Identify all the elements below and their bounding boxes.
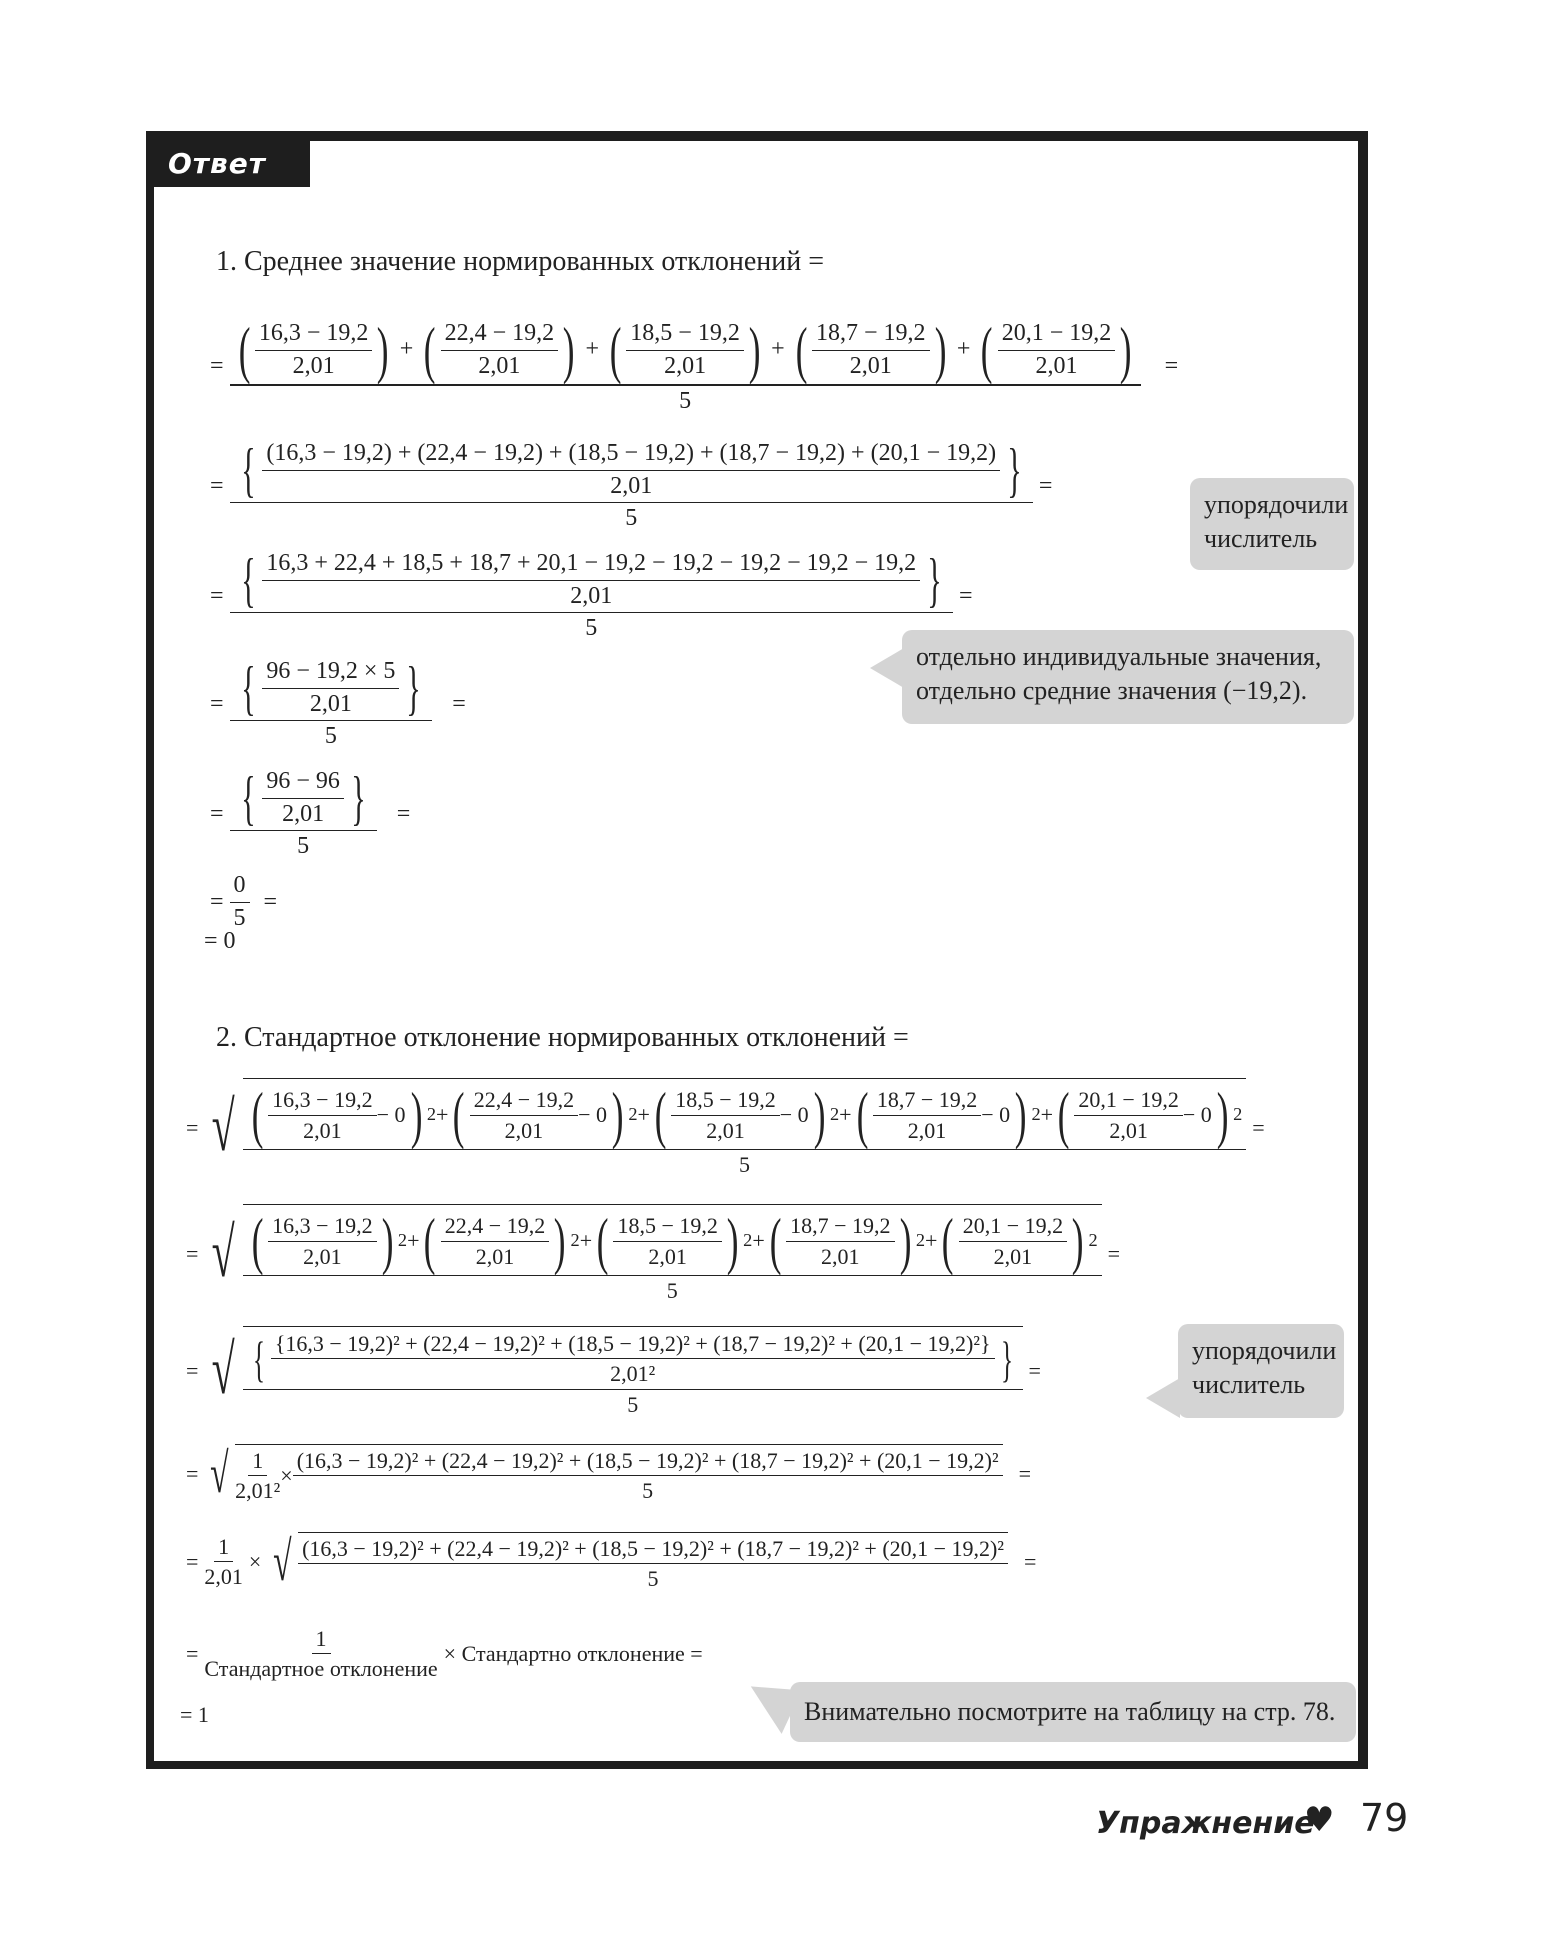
equals-sign: = — [1023, 1548, 1037, 1574]
q2-result: = 1 — [180, 1702, 209, 1727]
equals-sign: = — [186, 1358, 199, 1384]
q1-heading: 1. Среднее значение нормированных отклонений = — [216, 246, 825, 277]
equals-sign: = — [1038, 472, 1053, 499]
equals-sign: = — [1164, 353, 1179, 380]
equals-sign: = — [1252, 1114, 1265, 1140]
equals-sign: = — [186, 1640, 199, 1666]
sd: 2,01 — [849, 352, 892, 379]
q1-step3: = { 16,3 + 22,4 + 18,5 + 18,7 + 20,1 − 19,2 − 19,2 − 19,2 − 19,2 − 19,2 2,01 } 5 = — [210, 547, 973, 642]
q1-step2-numerator: (16,3 − 19,2) + (22,4 − 19,2) + (18,5 − 19,2) + (18,7 − 19,2) + (20,1 − 19,2) — [262, 440, 1000, 471]
q2-callout-arrange: упорядочили числитель — [1178, 1324, 1344, 1418]
term: 20,1 − 19,2 — [998, 320, 1116, 351]
q1-callout-separate: отдельно индивидуальные значения, отдельно средние значения (−19,2). — [902, 630, 1354, 724]
equals-sign: = — [210, 582, 224, 609]
answer-tag: Ответ — [154, 141, 310, 187]
q2-step3-numerator: {16,3 − 19,2)² + (22,4 − 19,2)² + (18,5 − 19,2)² + (18,7 − 19,2)² + (20,1 − 19,2)²} — [271, 1331, 995, 1359]
q1-step2: = { (16,3 − 19,2) + (22,4 − 19,2) + (18,5 − 19,2) + (18,7 − 19,2) + (20,1 − 19,2) 2,01 } 5 = — [210, 437, 1053, 532]
sd: 2,01 — [664, 352, 707, 379]
equals-sign: = — [210, 472, 224, 499]
page-number: 79 — [1360, 1796, 1409, 1840]
equals-sign: = — [210, 353, 224, 380]
q1-step5: = { $\frac{96 - 96}{2,01}$ } 5 = — [210, 765, 411, 860]
equals-sign: = — [396, 800, 411, 827]
equals-sign: = — [1028, 1358, 1041, 1384]
equals-sign: = — [186, 1460, 199, 1486]
q2-step6: = $\frac{1}{\text{Стандартное отклонение}}$ × Стандартно отклонение = — [186, 1626, 703, 1682]
equals-sign: = — [186, 1240, 199, 1266]
term: 16,3 − 19,2 — [255, 320, 373, 351]
sd: 2,01 — [478, 352, 521, 379]
q2-step2: = √ ( $\frac{16,3 - 19,2}{2,01}$ ) 2 + ( $\frac{22,4 - 19,2}{2,01}$ ) 2 + ( $\frac{18,5 - 19,2}{2,01}$ ) 2 + ( $\frac{18,7 - 19,2}{2,01}$ ) 2 + ( $\frac{20,1 - 19,2}{2,01}$ ) 2 5 = — [186, 1205, 1121, 1303]
equals-sign: = — [210, 888, 224, 915]
footer-section: Упражнение — [1096, 1806, 1315, 1841]
term: 18,7 − 19,2 — [812, 320, 930, 351]
equals-sign: = — [1107, 1240, 1121, 1266]
term: 18,5 − 19,2 — [626, 320, 744, 351]
q1-step6: = $\frac{0}{5}$ = — [210, 872, 278, 931]
equals-sign: = — [210, 800, 224, 827]
q1-step1 — [204, 314, 1184, 416]
sum-of-squares: (16,3 − 19,2)² + (22,4 − 19,2)² + (18,5 − 19,2)² + (18,7 − 19,2)² + (20,1 − 19,2)² — [293, 1448, 1003, 1476]
callout-tail — [870, 648, 904, 688]
equals-sign: = — [210, 690, 224, 717]
n: 5 — [679, 388, 692, 414]
q2-step3: = √ { {16,3 − 19,2)² + (22,4 − 19,2)² + (18,5 − 19,2)² + (18,7 − 19,2)² + (20,1 − 19,2)²} 2,01² } 5 = — [180, 1326, 1047, 1417]
q2-step4: = √ $\frac{1}{\text{2,01²}}$ × (16,3 − 19,2)² + (22,4 − 19,2)² + (18,5 − 19,2)² + (18,7 − 19,2)² + (20,1 − 19,2)² 5 = — [186, 1442, 1032, 1505]
callout-tail — [1146, 1378, 1180, 1418]
q1-step4-numerator: 96 − 19,2 × 5 — [262, 658, 399, 689]
q2-heading: 2. Стандартное отклонение нормированных отклонений = — [216, 1022, 909, 1053]
equals-sign: = — [959, 582, 973, 609]
heart-icon: ♥ — [1304, 1800, 1335, 1840]
equals-sign: = — [186, 1114, 199, 1140]
q1-step3-numerator: 16,3 + 22,4 + 18,5 + 18,7 + 20,1 − 19,2 − 19,2 − 19,2 − 19,2 − 19,2 — [262, 550, 920, 581]
q1-callout-arrange: упорядочили числитель — [1190, 478, 1354, 570]
term: 22,4 − 19,2 — [441, 320, 559, 351]
equals-sign: = — [186, 1548, 199, 1574]
equals-sign: = — [452, 690, 466, 717]
q1-step5-numerator: 96 − 96 — [262, 768, 344, 799]
equals-sign: = — [263, 888, 278, 915]
q1-step4: = { $\frac{96 - 19,2 \times 5}{2,01}$ } 5 = — [210, 655, 466, 750]
q2-step5: = $\frac{1}{2,01}$ × √ (16,3 − 19,2)² + (22,4 − 19,2)² + (18,5 − 19,2)² + (18,7 − 19,2)² + (20,1 − 19,2)² 5 = — [186, 1530, 1037, 1593]
q1-step1-fraction: ( $\frac{16,3 - 19,2}{2,01}$ ) + ( $\frac{22,4 - 19,2}{2,01}$ ) + ( $\frac{18,5 - 19,2}{2,01}$ ) + ( $\frac{18,7 - 19,2}{2,01}$ ) + ( $\frac{20,1 - 19,2}{2,01}$ ) 5 — [230, 318, 1141, 416]
q1-result: = 0 — [204, 928, 236, 954]
q2-callout-table: Внимательно посмотрите на таблицу на стр. 78. — [790, 1682, 1356, 1742]
q2-step1: = √ ( $\frac{16,3 - 19,2}{2,01}$ − 0 ) 2 + ( $\frac{22,4 - 19,2}{2,01}$ − 0 ) 2 + ( $\frac{18,5 - 19,2}{2,01}$ − 0 ) 2 + ( $\frac{18,7 - 19,2}{2,01}$ − 0 ) 2 + ( $\frac{20,1 - 19,2}{2,01}$ − 0 ) 2 5 = — [186, 1079, 1265, 1177]
equals-sign: = — [1018, 1460, 1032, 1486]
sd: 2,01 — [292, 352, 335, 379]
sd: 2,01 — [1035, 352, 1078, 379]
